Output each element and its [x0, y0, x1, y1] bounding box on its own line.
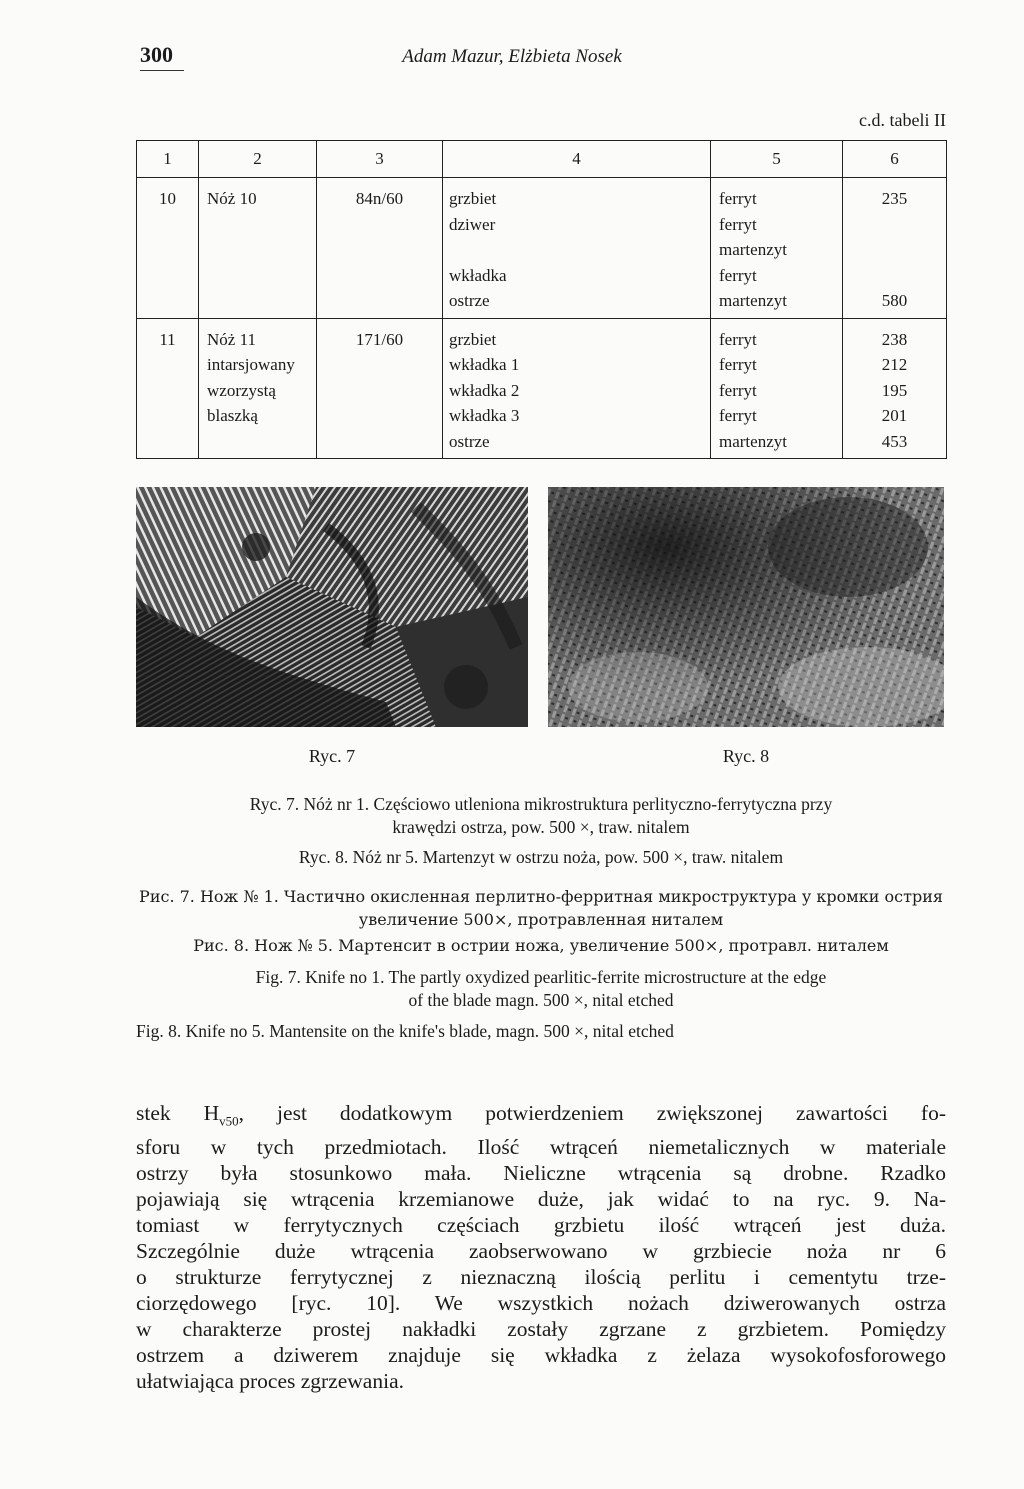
- micrograph-7-image: [136, 487, 528, 727]
- cell-structure: martenzyt: [719, 291, 787, 310]
- caption-line: Ryc. 7. Nóż nr 1. Częściowo utleniona mikrostruktura perlityczno-ferrytyczna przy: [249, 794, 833, 814]
- cell-structure: ferryt: [719, 355, 757, 374]
- column-header: 2: [199, 141, 317, 178]
- cell-part: wkładka: [449, 265, 507, 285]
- micrograph-7-graphic: [136, 487, 528, 727]
- caption-line: krawędzi ostrza, pow. 500 ×, traw. nitalem: [392, 817, 690, 837]
- cell-part: grzbiet: [449, 189, 497, 208]
- cell-hardness: 238: [881, 329, 908, 349]
- cell-part: dziwer: [449, 214, 496, 234]
- body-line: ostrzem a dziwerem znajduje się wkładka z żelaza wysokofosforowego: [136, 1343, 946, 1368]
- cell-part: wkładka 3: [449, 406, 520, 425]
- cell-part: [449, 237, 710, 263]
- cell-hardness: [843, 237, 946, 263]
- body-paragraph: [136, 1100, 946, 1394]
- caption-pl-fig7: [136, 793, 946, 839]
- column-header: 4: [443, 141, 711, 178]
- column-header: 1: [137, 141, 199, 178]
- body-line: tomiast w ferrytycznych częściach grzbietu ilość wtrąceń jest duża.: [136, 1213, 946, 1238]
- body-line: Szczególnie duże wtrącenia zaobserwowano w grzbiecie noża nr 6: [136, 1239, 946, 1264]
- page-number: 300: [140, 42, 173, 67]
- cell-structure: martenzyt: [719, 431, 787, 451]
- hardness-subscript: v50: [219, 1113, 239, 1129]
- cell-part: ostrze: [449, 291, 490, 310]
- figure-7-label: Ryc. 7: [308, 746, 356, 766]
- cell-hardness: [843, 212, 946, 238]
- cell-structure: martenzyt: [719, 240, 787, 259]
- body-line-rest: , jest dodatkowym potwierdzeniem zwiększonej zawartości fo-: [238, 1101, 946, 1125]
- running-head: Adam Mazur, Elżbieta Nosek: [402, 46, 622, 67]
- cell-structure: ferryt: [719, 265, 757, 285]
- table-row: [137, 178, 947, 319]
- caption-line: Fig. 7. Knife no 1. The partly oxydized pearlitic-ferrite microstructure at the edge: [255, 967, 827, 987]
- data-table: [136, 140, 947, 459]
- cell-name: blaszką: [207, 406, 258, 425]
- cell-structure: ferryt: [719, 329, 757, 349]
- caption-pl-fig8: Ryc. 8. Nóż nr 5. Martenzyt w ostrzu noża, pow. 500 ×, traw. nitalem: [298, 847, 784, 867]
- body-line: [136, 1100, 946, 1134]
- column-header: 5: [711, 141, 843, 178]
- cell-structure: ferryt: [719, 406, 757, 425]
- figure-8-label: Ryc. 8: [722, 746, 770, 766]
- cell-structure: ferryt: [719, 214, 757, 234]
- caption-line: Рис. 7. Нож № 1. Частично окисленная перлитно-ферритная микроструктура у кромки острия: [139, 887, 943, 906]
- body-line-start: stek H: [136, 1101, 220, 1125]
- table-row: [137, 318, 947, 459]
- cell-part: ostrze: [449, 431, 490, 451]
- body-line: ułatwiająca proces zgrzewania.: [136, 1369, 404, 1394]
- caption-ru-fig8: Рис. 8. Нож № 5. Мартенсит в острии ножа, увеличение 500×, протравл. ниталем: [193, 936, 889, 955]
- cell-part: wkładka 1: [449, 355, 520, 374]
- cell-hardness: 580: [881, 291, 908, 310]
- cell-part: grzbiet: [449, 329, 497, 349]
- cell-no: 11: [159, 329, 176, 349]
- cell-hardness: [843, 263, 946, 289]
- cell-hardness: 212: [881, 355, 908, 374]
- cell-no: 10: [159, 189, 176, 208]
- cell-code: 84n/60: [355, 189, 404, 208]
- caption-en-fig7: [136, 966, 946, 1012]
- cell-hardness: 453: [881, 431, 908, 451]
- cell-hardness: 235: [881, 189, 908, 208]
- cell-part: wkładka 2: [449, 380, 520, 400]
- table-continuation-label: c.d. tabeli II: [859, 110, 946, 130]
- caption-ru-fig7: [136, 885, 946, 931]
- cell-name: intarsjowany: [207, 355, 295, 374]
- body-line: o strukturze ferrytycznej z nieznaczną ilością perlitu i cementytu trze-: [136, 1265, 946, 1290]
- micrograph-8-image: [548, 487, 944, 727]
- cell-code: 171/60: [355, 329, 404, 349]
- column-header: 6: [843, 141, 947, 178]
- caption-line: увеличение 500×, протравленная ниталем: [358, 910, 724, 929]
- cell-structure: ferryt: [719, 189, 757, 208]
- body-line: w charakterze prostej nakładki zostały zgrzane z grzbietem. Pomiędzy: [136, 1317, 946, 1342]
- caption-en-fig8: Fig. 8. Knife no 5. Mantensite on the knife's blade, magn. 500 ×, nital etched: [136, 1021, 674, 1041]
- body-line: ciorzędowego [ryc. 10]. We wszystkich nożach dziwerowanych ostrza: [136, 1291, 946, 1316]
- cell-structure: ferryt: [719, 380, 757, 400]
- cell-hardness: 201: [881, 406, 908, 425]
- caption-line: of the blade magn. 500 ×, nital etched: [408, 990, 674, 1010]
- column-header: 3: [317, 141, 443, 178]
- micrograph-8-graphic: [548, 487, 944, 727]
- cell-name: Nóż 10: [207, 189, 257, 208]
- cell-name: wzorzystą: [207, 380, 276, 400]
- body-line: pojawiają się wtrącenia krzemianowe duże, jak widać to na ryc. 9. Na-: [136, 1187, 946, 1212]
- cell-name: Nóż 11: [207, 329, 256, 349]
- body-line: ostrzy była stosunkowo mała. Nieliczne wtrącenia są drobne. Rzadko: [136, 1161, 946, 1186]
- header-rule: [140, 70, 184, 71]
- table-header-row: [137, 141, 947, 178]
- body-line: sforu w tych przedmiotach. Ilość wtrąceń niemetalicznych w materiale: [136, 1135, 946, 1160]
- cell-hardness: 195: [881, 380, 908, 400]
